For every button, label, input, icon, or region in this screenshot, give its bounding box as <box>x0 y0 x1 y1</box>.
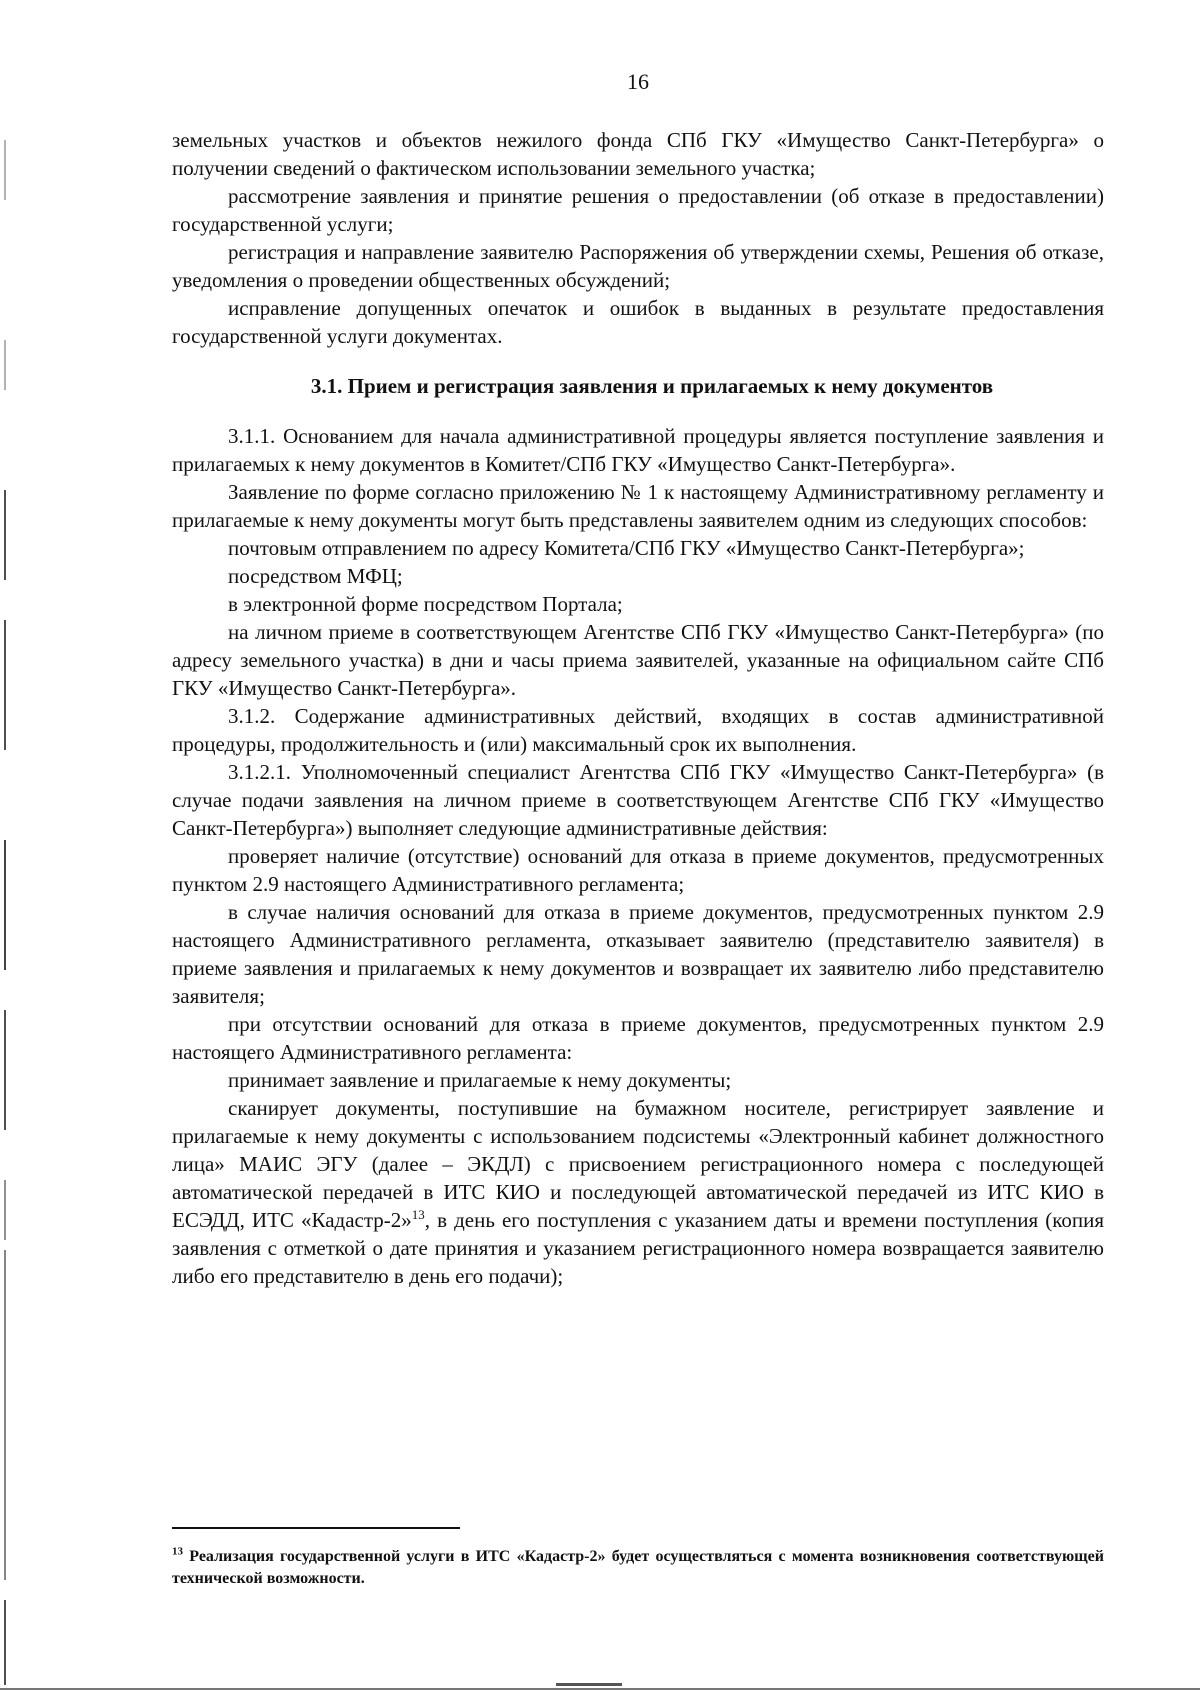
scan-artifact <box>4 340 6 390</box>
footnote-separator <box>172 1527 460 1529</box>
paragraph: посредством МФЦ; <box>228 564 403 588</box>
page-number: 16 <box>627 69 649 94</box>
page-bottom-edge <box>0 1688 1200 1690</box>
paragraph: почтовым отправлением по адресу Комитета/СПб ГКУ «Имущество Санкт-Петербурга»; <box>228 536 1025 560</box>
paragraph: 3.1.2.1. Уполномоченный специалист Агентства СПб ГКУ «Имущество Санкт-Петербурга» (в случае подачи заявления на личном приеме в соответствующем Агентстве СПб ГКУ «Имущество Санкт-Петербурга») выполняет следующие административные действия: <box>172 760 1104 840</box>
scan-artifact <box>4 1600 6 1685</box>
paragraph: принимает заявление и прилагаемые к нему документы; <box>228 1068 732 1092</box>
footnote-text: Реализация государственной услуги в ИТС «Кадастр-2» будет осуществляться с момента возникновения соответствующей технической возможности. <box>172 1548 1104 1587</box>
scan-artifact <box>4 1250 6 1580</box>
scan-artifact <box>556 1683 622 1686</box>
paragraph-text: сканирует документы, поступившие на бумажном носителе, регистрирует заявление и прилагаемые к нему документы с использованием подсистемы «Электронный кабинет должностного лица» МАИС ЭГУ (далее – ЭКДЛ) с присвоением регистрационного номера с последующей автоматической передачей в ИТС КИО и последующей автоматической передачей из ИТС КИО в ЕСЭДД, ИТС «Кадастр-2» <box>172 1096 1104 1232</box>
footnote-marker: 13 <box>172 1545 183 1558</box>
paragraph: в электронной форме посредством Портала; <box>228 592 623 616</box>
paragraph: 3.1.2. Содержание административных действий, входящих в состав административной процедуры, продолжительность и (или) максимальный срок их выполнения. <box>172 704 1104 756</box>
scan-artifact <box>4 840 6 970</box>
document-body <box>172 126 1104 1290</box>
paragraph-text: , в день его поступления с указанием даты и времени поступления (копия заявления с отметкой о дате принятия и указанием регистрационного номера возвращается заявителю либо его представителю в день его подачи); <box>172 1208 1105 1288</box>
intro-paragraph: земельных участков и объектов нежилого фонда СПб ГКУ «Имущество Санкт-Петербурга» о получении сведений о фактическом использовании земельного участка; <box>172 128 1104 180</box>
paragraph: при отсутствии оснований для отказа в приеме документов, предусмотренных пунктом 2.9 настоящего Административного регламента: <box>172 1012 1104 1064</box>
footnote-reference: 13 <box>411 1207 425 1222</box>
intro-paragraph: исправление допущенных опечаток и ошибок в выданных в результате предоставления государственной услуги документах. <box>172 296 1104 348</box>
paragraph: Заявление по форме согласно приложению № 1 к настоящему Административному регламенту и прилагаемые к нему документы могут быть представлены заявителем одним из следующих способов: <box>172 480 1104 532</box>
paragraph: в случае наличия оснований для отказа в приеме документов, предусмотренных пунктом 2.9 настоящего Административного регламента, отказывает заявителю (представителю заявителя) в приеме заявления и прилагаемых к нему документов и возвращает их заявителю либо представителю заявителя; <box>172 900 1104 1008</box>
scan-artifact <box>4 620 6 750</box>
intro-paragraph: регистрация и направление заявителю Распоряжения об утверждении схемы, Решения об отказе, уведомления о проведении общественных обсуждений; <box>172 240 1104 292</box>
footnote <box>172 1546 1104 1590</box>
intro-paragraph: рассмотрение заявления и принятие решения о предоставлении (об отказе в предоставлении) государственной услуги; <box>172 184 1104 236</box>
paragraph <box>172 1094 1104 1290</box>
scan-artifact <box>4 140 6 200</box>
paragraph: на личном приеме в соответствующем Агентстве СПб ГКУ «Имущество Санкт-Петербурга» (по адресу земельного участка) в дни и часы приема заявителей, указанные на официальном сайте СПб ГКУ «Имущество Санкт-Петербурга». <box>172 620 1104 700</box>
paragraph: 3.1.1. Основанием для начала административной процедуры является поступление заявления и прилагаемых к нему документов в Комитет/СПб ГКУ «Имущество Санкт-Петербурга». <box>172 424 1104 476</box>
paragraph: проверяет наличие (отсутствие) оснований для отказа в приеме документов, предусмотренных пунктом 2.9 настоящего Административного регламента; <box>172 844 1104 896</box>
scan-artifact <box>4 1180 6 1240</box>
section-heading: 3.1. Прием и регистрация заявления и прилагаемых к нему документов <box>310 374 994 398</box>
scan-artifact <box>4 490 6 580</box>
scan-artifact <box>4 1010 6 1130</box>
